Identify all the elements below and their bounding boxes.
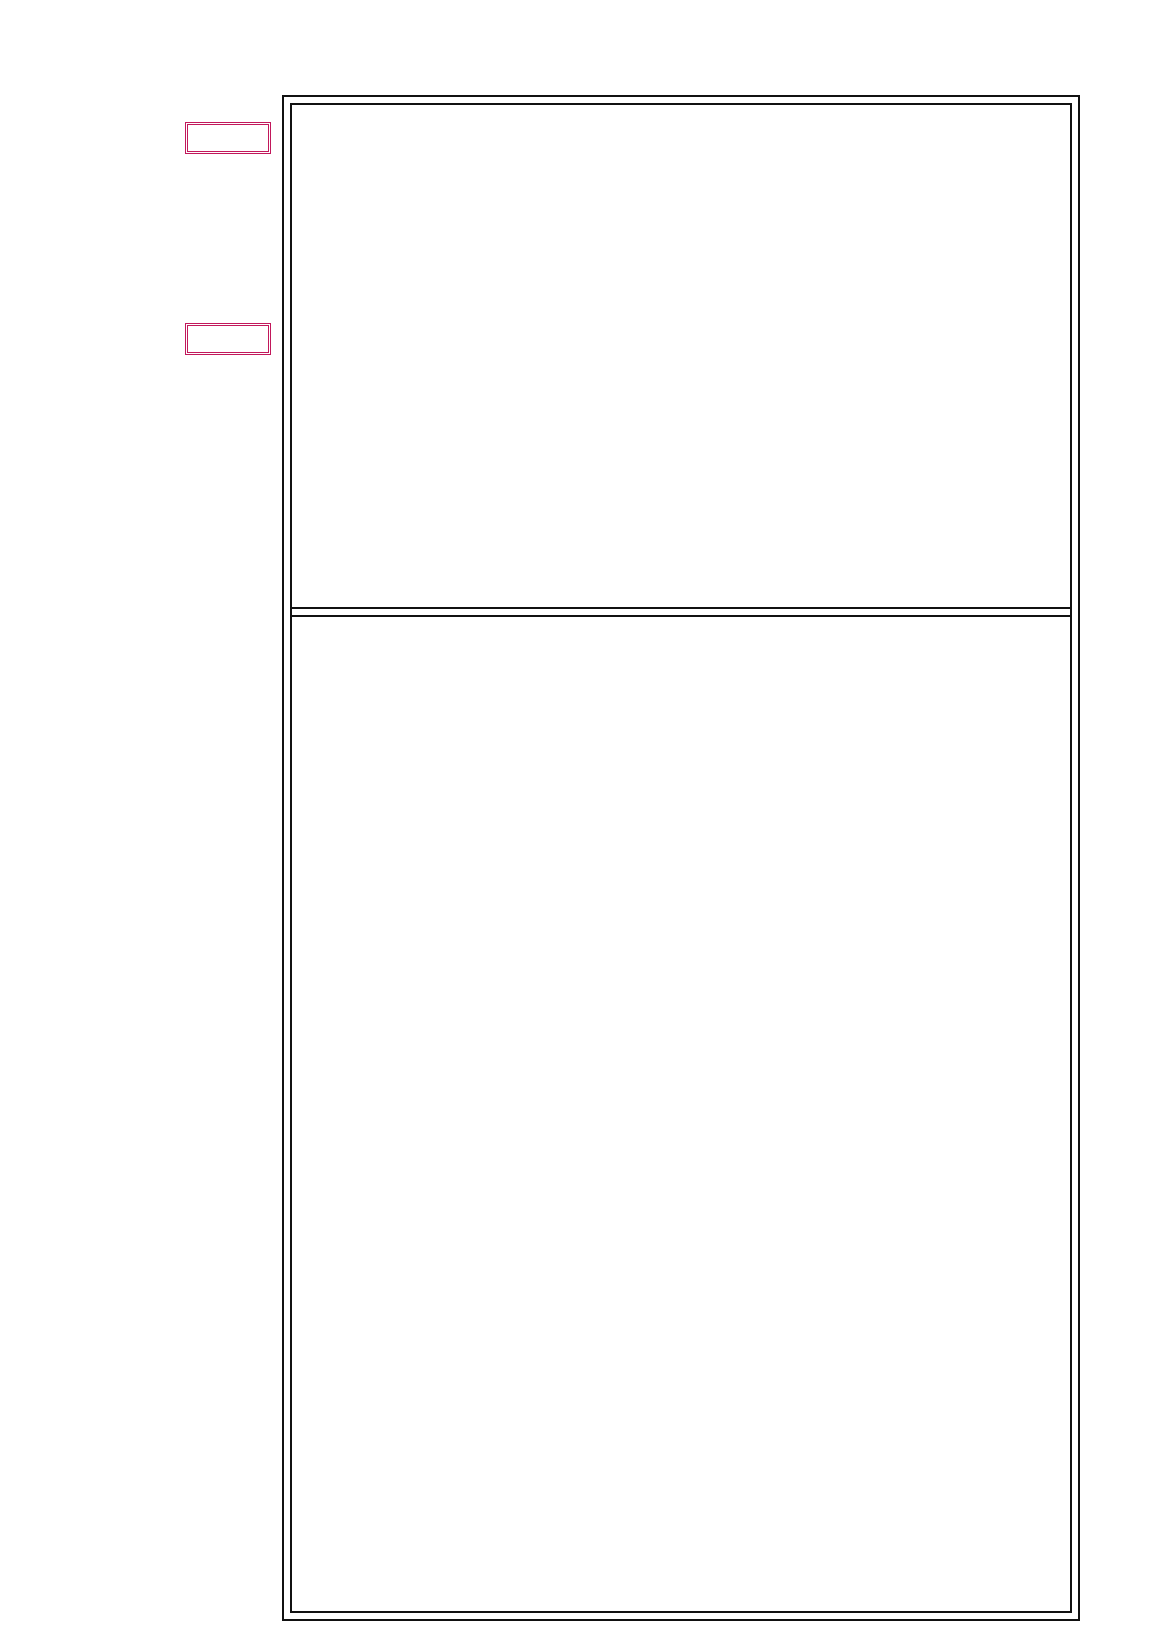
hadith-number <box>185 323 271 355</box>
hadith-number <box>185 122 271 154</box>
page-frame-inner <box>290 103 1072 1613</box>
section-divider <box>292 607 1070 617</box>
page-frame <box>282 95 1080 1621</box>
